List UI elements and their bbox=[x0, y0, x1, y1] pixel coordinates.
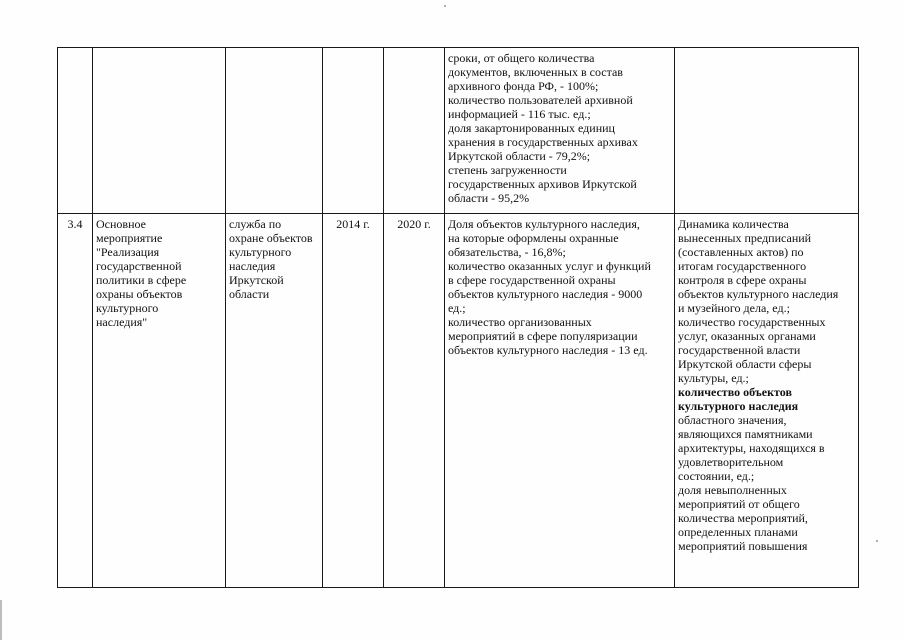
text-line: Иркутской области сферы bbox=[678, 357, 812, 371]
text-line: доля закартонированных единиц bbox=[448, 121, 615, 135]
cell-dynamics bbox=[675, 48, 859, 214]
text-line: области - 95,2% bbox=[448, 191, 530, 205]
text-line: областного значения, bbox=[678, 413, 787, 427]
text-line: государственной bbox=[96, 259, 182, 273]
text-line: количество государственных bbox=[678, 315, 826, 329]
table-row bbox=[58, 48, 859, 214]
text-line: области bbox=[229, 287, 270, 301]
text-line: объектов культурного наследия - 9000 bbox=[448, 287, 643, 301]
end-year: 2020 г. bbox=[397, 217, 431, 231]
cell-end-year bbox=[384, 48, 445, 214]
text-line: ед.; bbox=[448, 301, 466, 315]
text-line: охраны объектов bbox=[96, 287, 183, 301]
text-line: архитектуры, находящихся в bbox=[678, 441, 825, 455]
text-line: определенных планами bbox=[678, 525, 798, 539]
text-line: Доля объектов культурного наследия, bbox=[448, 217, 640, 231]
text-line: культурного bbox=[229, 245, 292, 259]
text-line: наследия" bbox=[96, 315, 148, 329]
text-line-bold: культурного наследия bbox=[678, 399, 799, 413]
text-line: культурного bbox=[96, 301, 159, 315]
text-line: Иркутской bbox=[229, 273, 284, 287]
text-line: доля невыполненных bbox=[678, 483, 787, 497]
cell-indicators bbox=[445, 214, 675, 588]
cell-executor bbox=[226, 48, 323, 214]
cell-name bbox=[93, 48, 226, 214]
scan-speck bbox=[444, 5, 446, 7]
text-line: архивного фонда РФ, - 100%; bbox=[448, 79, 599, 93]
cell-end-year bbox=[384, 214, 445, 588]
text-line: услуг, оказанных органами bbox=[678, 329, 816, 343]
text-line: объектов культурного наследия - 13 ед. bbox=[448, 343, 648, 357]
text-line: являющихся памятниками bbox=[678, 427, 813, 441]
text-line: государственных архивов Иркутской bbox=[448, 177, 637, 191]
text-line: государственной власти bbox=[678, 343, 801, 357]
cell-number bbox=[58, 214, 93, 588]
cell-number bbox=[58, 48, 93, 214]
text-line: мероприятие bbox=[96, 231, 163, 245]
text-line: удовлетворительном bbox=[678, 455, 784, 469]
text-line: в сфере государственной охраны bbox=[448, 273, 616, 287]
scan-edge-mark bbox=[0, 600, 2, 640]
text-line: и музейного дела, ед.; bbox=[678, 301, 790, 315]
text-line: контроля в сфере охраны bbox=[678, 273, 807, 287]
text-line: "Реализация bbox=[96, 245, 160, 259]
text-line: состоянии, ед.; bbox=[678, 469, 755, 483]
text-line: служба по bbox=[229, 217, 282, 231]
cell-start-year bbox=[323, 214, 384, 588]
text-line: (составленных актов) по bbox=[678, 245, 804, 259]
cell-indicators bbox=[445, 48, 675, 214]
text-line: объектов культурного наследия bbox=[678, 287, 839, 301]
row-number: 3.4 bbox=[67, 217, 83, 231]
text-line: количество оказанных услуг и функций bbox=[448, 259, 651, 273]
cell-name bbox=[93, 214, 226, 588]
text-line: хранения в государственных архивах bbox=[448, 135, 638, 149]
text-line: мероприятий в сфере популяризации bbox=[448, 329, 638, 343]
scan-speck bbox=[876, 540, 878, 542]
cell-start-year bbox=[323, 48, 384, 214]
start-year: 2014 г. bbox=[336, 217, 370, 231]
cell-dynamics bbox=[675, 214, 859, 588]
text-line: мероприятий от общего bbox=[678, 497, 800, 511]
text-line: количество организованных bbox=[448, 315, 592, 329]
text-line: Динамика количества bbox=[678, 217, 789, 231]
text-line: Иркутской области - 79,2%; bbox=[448, 149, 591, 163]
text-line: политики в сфере bbox=[96, 273, 187, 287]
text-line: охране объектов bbox=[229, 231, 313, 245]
text-line: сроки, от общего количества bbox=[448, 51, 595, 65]
text-line: обязательства, - 16,8%; bbox=[448, 245, 566, 259]
text-line: количество пользователей архивной bbox=[448, 93, 633, 107]
text-line: культуры, ед.; bbox=[678, 371, 749, 385]
text-line: вынесенных предписаний bbox=[678, 231, 812, 245]
program-table bbox=[57, 47, 859, 588]
text-line: документов, включенных в состав bbox=[448, 65, 623, 79]
cell-executor bbox=[226, 214, 323, 588]
text-line: мероприятий повышения bbox=[678, 539, 808, 553]
text-line: Основное bbox=[96, 217, 146, 231]
text-line: наследия bbox=[229, 259, 276, 273]
text-line: итогам государственного bbox=[678, 259, 807, 273]
text-line: количества мероприятий, bbox=[678, 511, 808, 525]
table-row bbox=[58, 214, 859, 588]
text-line-bold: количество объектов bbox=[678, 385, 792, 399]
text-line: на которые оформлены охранные bbox=[448, 231, 619, 245]
text-line: степень загруженности bbox=[448, 163, 567, 177]
text-line: информацией - 116 тыс. ед.; bbox=[448, 107, 591, 121]
